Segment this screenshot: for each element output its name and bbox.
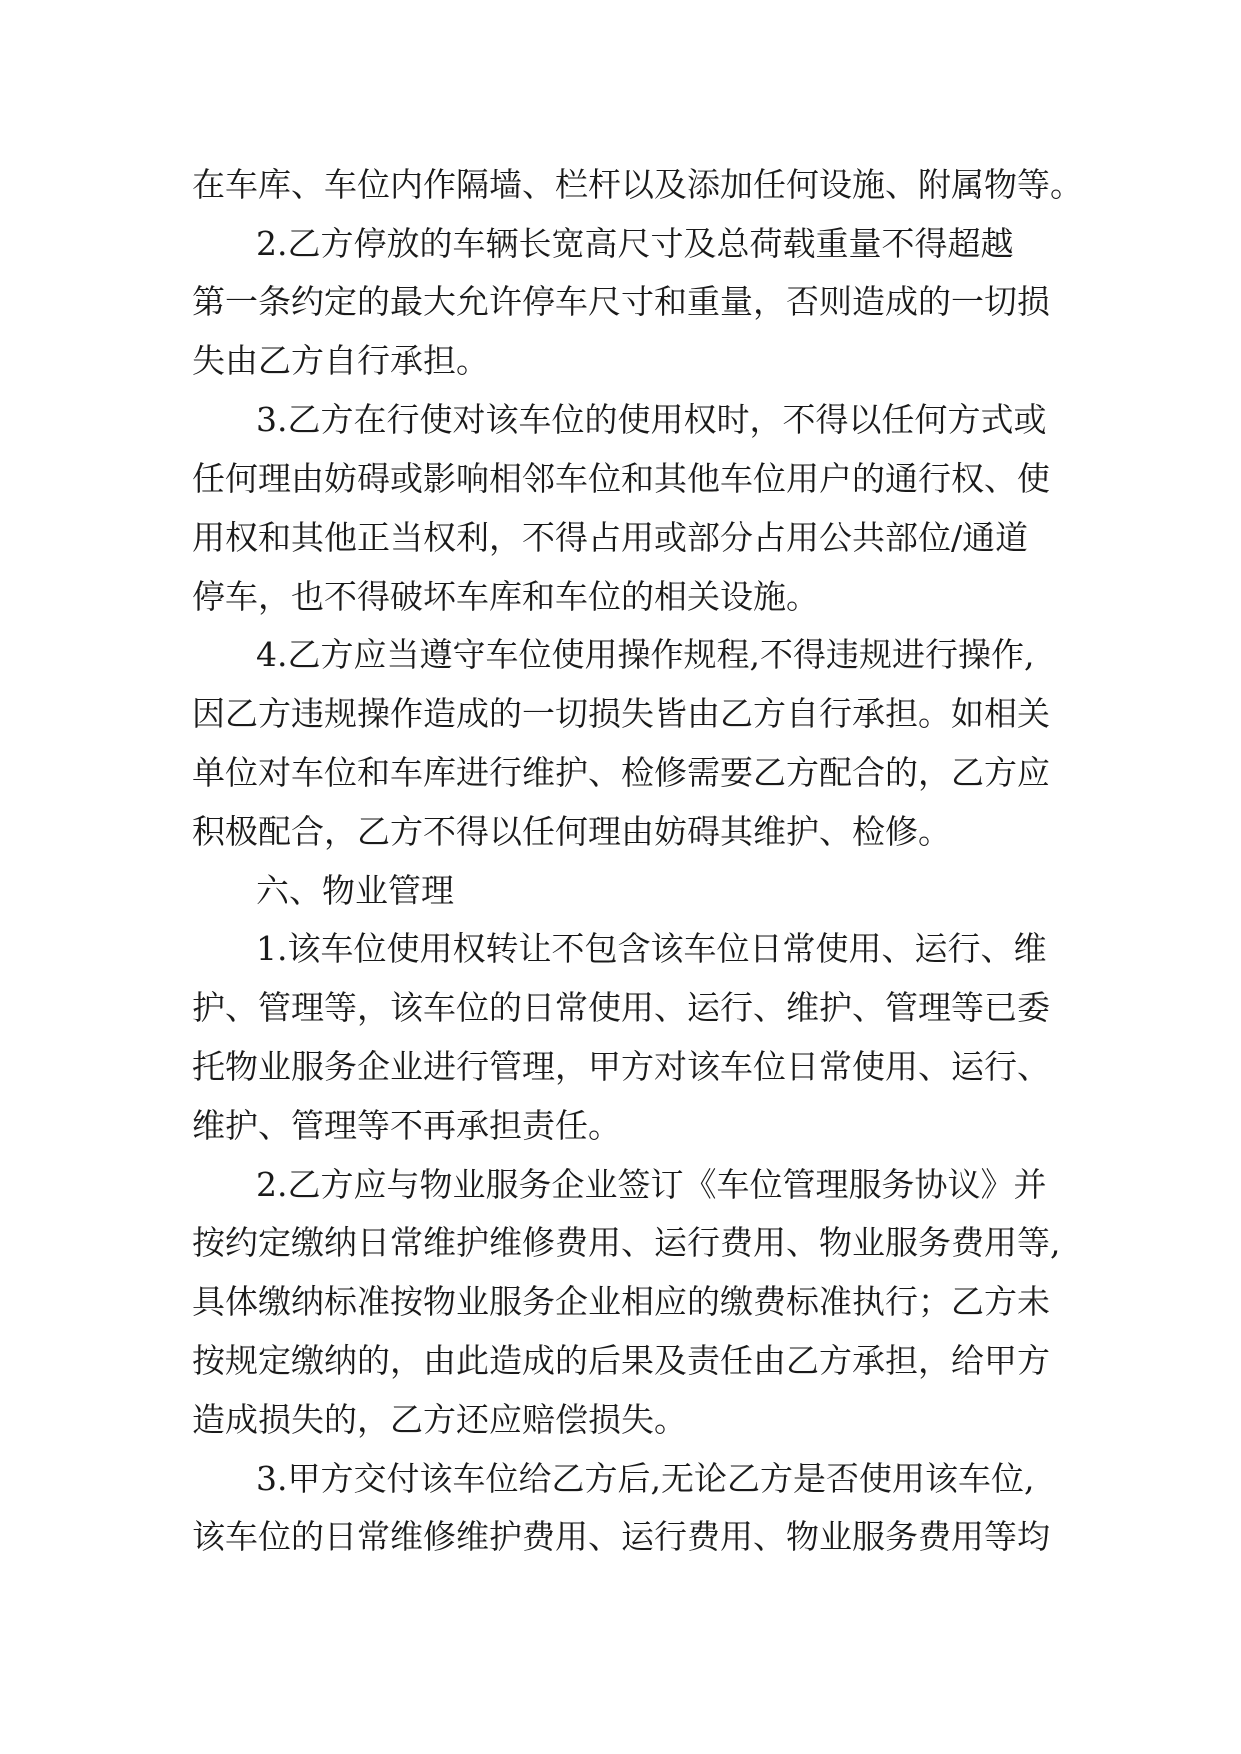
- text-line: 托物业服务企业进行管理，甲方对该车位日常使用、运行、: [192, 1047, 1050, 1086]
- section-heading: 六、物业管理: [256, 871, 454, 910]
- text-line: 按约定缴纳日常维护维修费用、运行费用、物业服务费用等,: [192, 1223, 1061, 1262]
- text-line: 2.乙方停放的车辆长宽高尺寸及总荷载重量不得超越: [256, 224, 1014, 263]
- text-line: 单位对车位和车库进行维护、检修需要乙方配合的，乙方应: [192, 753, 1050, 792]
- text-line: 维护、管理等不再承担责任。: [192, 1106, 621, 1145]
- text-line: 积极配合，乙方不得以任何理由妨碍其维护、检修。: [192, 812, 951, 851]
- text-line: 因乙方违规操作造成的一切损失皆由乙方自行承担。如相关: [192, 694, 1050, 733]
- text-line: 1.该车位使用权转让不包含该车位日常使用、运行、维: [256, 929, 1047, 968]
- text-line: 任何理由妨碍或影响相邻车位和其他车位用户的通行权、使: [192, 459, 1050, 498]
- text-line: 3.乙方在行使对该车位的使用权时，不得以任何方式或: [256, 400, 1047, 439]
- text-line: 具体缴纳标准按物业服务企业相应的缴费标准执行；乙方未: [192, 1282, 1050, 1321]
- text-line: 用权和其他正当权利，不得占用或部分占用公共部位/通道: [192, 518, 1029, 557]
- text-line: 2.乙方应与物业服务企业签订《车位管理服务协议》并: [256, 1165, 1047, 1204]
- text-line: 按规定缴纳的，由此造成的后果及责任由乙方承担，给甲方: [192, 1341, 1050, 1380]
- text-line: 失由乙方自行承担。: [192, 341, 489, 380]
- text-line: 造成损失的，乙方还应赔偿损失。: [192, 1400, 687, 1439]
- text-line: 3.甲方交付该车位给乙方后,无论乙方是否使用该车位,: [256, 1459, 1035, 1498]
- text-line: 4.乙方应当遵守车位使用操作规程,不得违规进行操作,: [256, 635, 1035, 674]
- text-line: 该车位的日常维修维护费用、运行费用、物业服务费用等均: [192, 1517, 1050, 1556]
- text-line: 在车库、车位内作隔墙、栏杆以及添加任何设施、附属物等。: [192, 165, 1083, 204]
- text-line: 第一条约定的最大允许停车尺寸和重量，否则造成的一切损: [192, 282, 1050, 321]
- text-line: 护、管理等，该车位的日常使用、运行、维护、管理等已委: [192, 988, 1050, 1027]
- text-line: 停车，也不得破坏车库和车位的相关设施。: [192, 577, 819, 616]
